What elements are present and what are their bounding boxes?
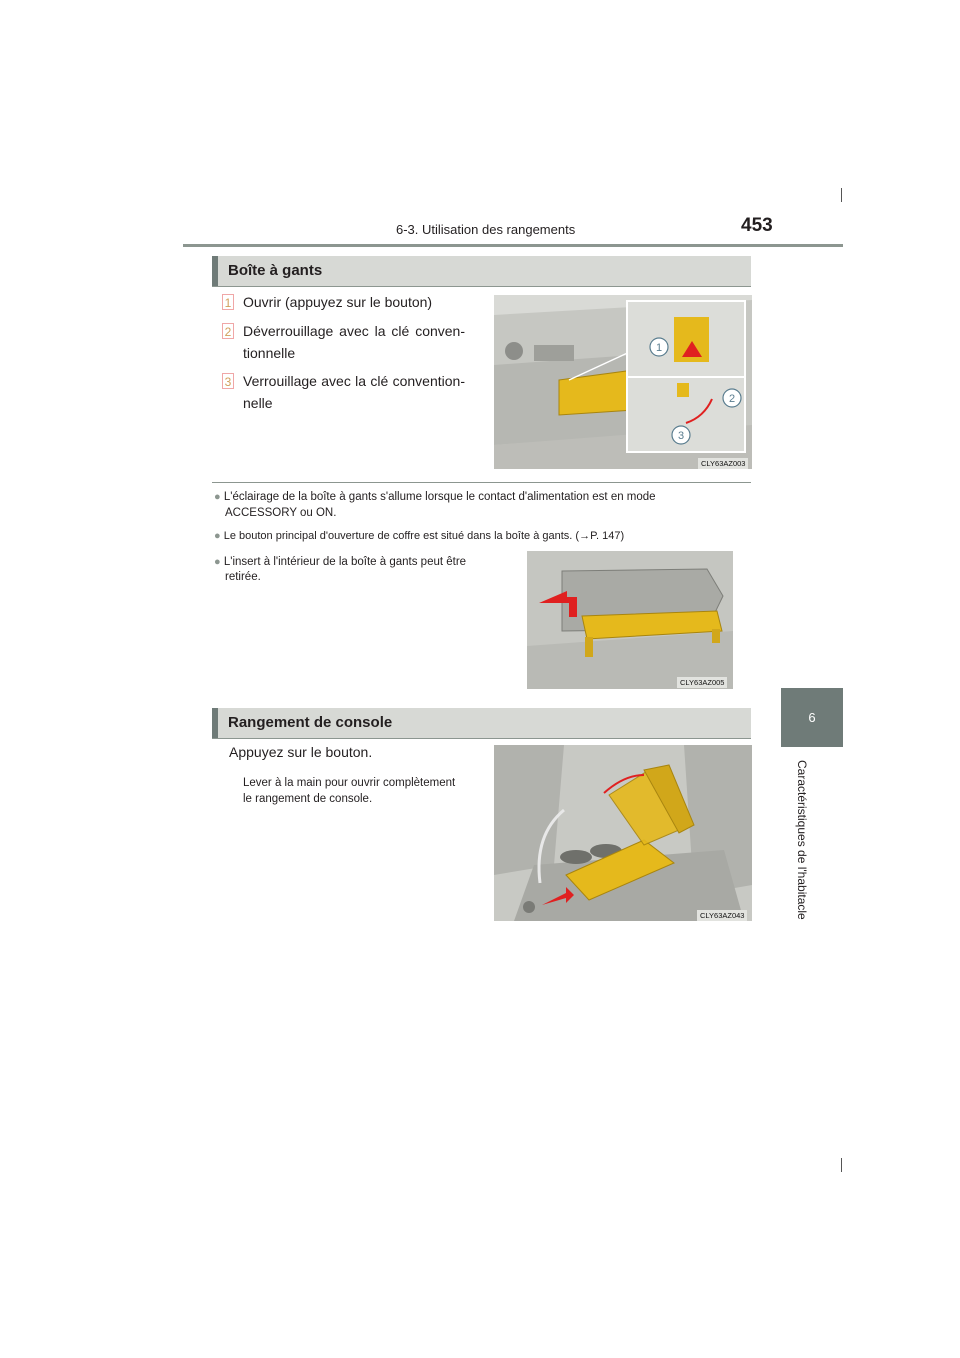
list-item: Ouvrir (appuyez sur le bouton) [243,294,433,310]
list-item: Verrouillage avec la clé convention- [243,373,465,389]
item-number-badge: 2 [222,323,234,339]
item-number-badge: 1 [222,294,234,310]
item-number-badge: 3 [222,373,234,389]
figure-code: CLY63AZ005 [677,677,727,688]
glovebox-drawing [494,295,752,469]
list-item-continued: tionnelle [243,345,296,361]
console-instruction: Appuyez sur le bouton. [229,744,373,760]
console-detail: Lever à la main pour ouvrir complètement [243,777,456,789]
note-item [214,529,750,544]
glovebox-insert-illustration [527,551,733,689]
callout-1: 1 [655,342,663,354]
note-line-continued: ACCESSORY ou ON. [225,507,337,519]
note-item [214,555,514,570]
figure-code: CLY63AZ003 [698,458,748,469]
section-heading-console [212,708,751,738]
divider-rule [212,482,751,483]
page-number: 453 [741,215,773,236]
note-line: L'insert à l'intérieur de la boîte à gants peut être [223,556,467,568]
note-line: Le bouton principal d'ouverture de coffre est situé dans la boîte à gants. (→P. 147) [223,530,625,542]
console-illustration [494,745,752,921]
callout-3: 3 [677,430,685,442]
console-drawing [494,745,752,921]
section-rule [212,738,751,739]
crop-mark [841,1158,842,1172]
glovebox-illustration [494,295,752,469]
header-rule [183,244,843,247]
note-line-continued: retirée. [225,571,261,583]
section-heading-text: Rangement de console [228,714,393,731]
section-heading-glovebox [212,256,751,286]
console-detail-continued: le rangement de console. [243,793,373,805]
insert-drawing [527,551,733,689]
callout-2: 2 [728,393,736,405]
figure-code: CLY63AZ043 [697,910,747,921]
section-rule [212,286,751,287]
bullet-icon: ● [214,556,221,568]
chapter-title: Caractéristiques de l'habitacle [795,760,809,920]
bullet-icon: ● [214,491,221,503]
note-item [214,490,750,505]
crop-mark [841,188,842,202]
section-title: 6-3. Utilisation des rangements [396,222,576,237]
list-item-continued: nelle [243,395,273,411]
list-item: Déverrouillage avec la clé conven- [243,323,465,339]
note-line: L'éclairage de la boîte à gants s'allume lorsque le contact d'alimentation est en mode [223,491,656,503]
chapter-number: 6 [808,710,816,725]
section-heading-text: Boîte à gants [228,262,323,279]
bullet-icon: ● [214,530,221,542]
